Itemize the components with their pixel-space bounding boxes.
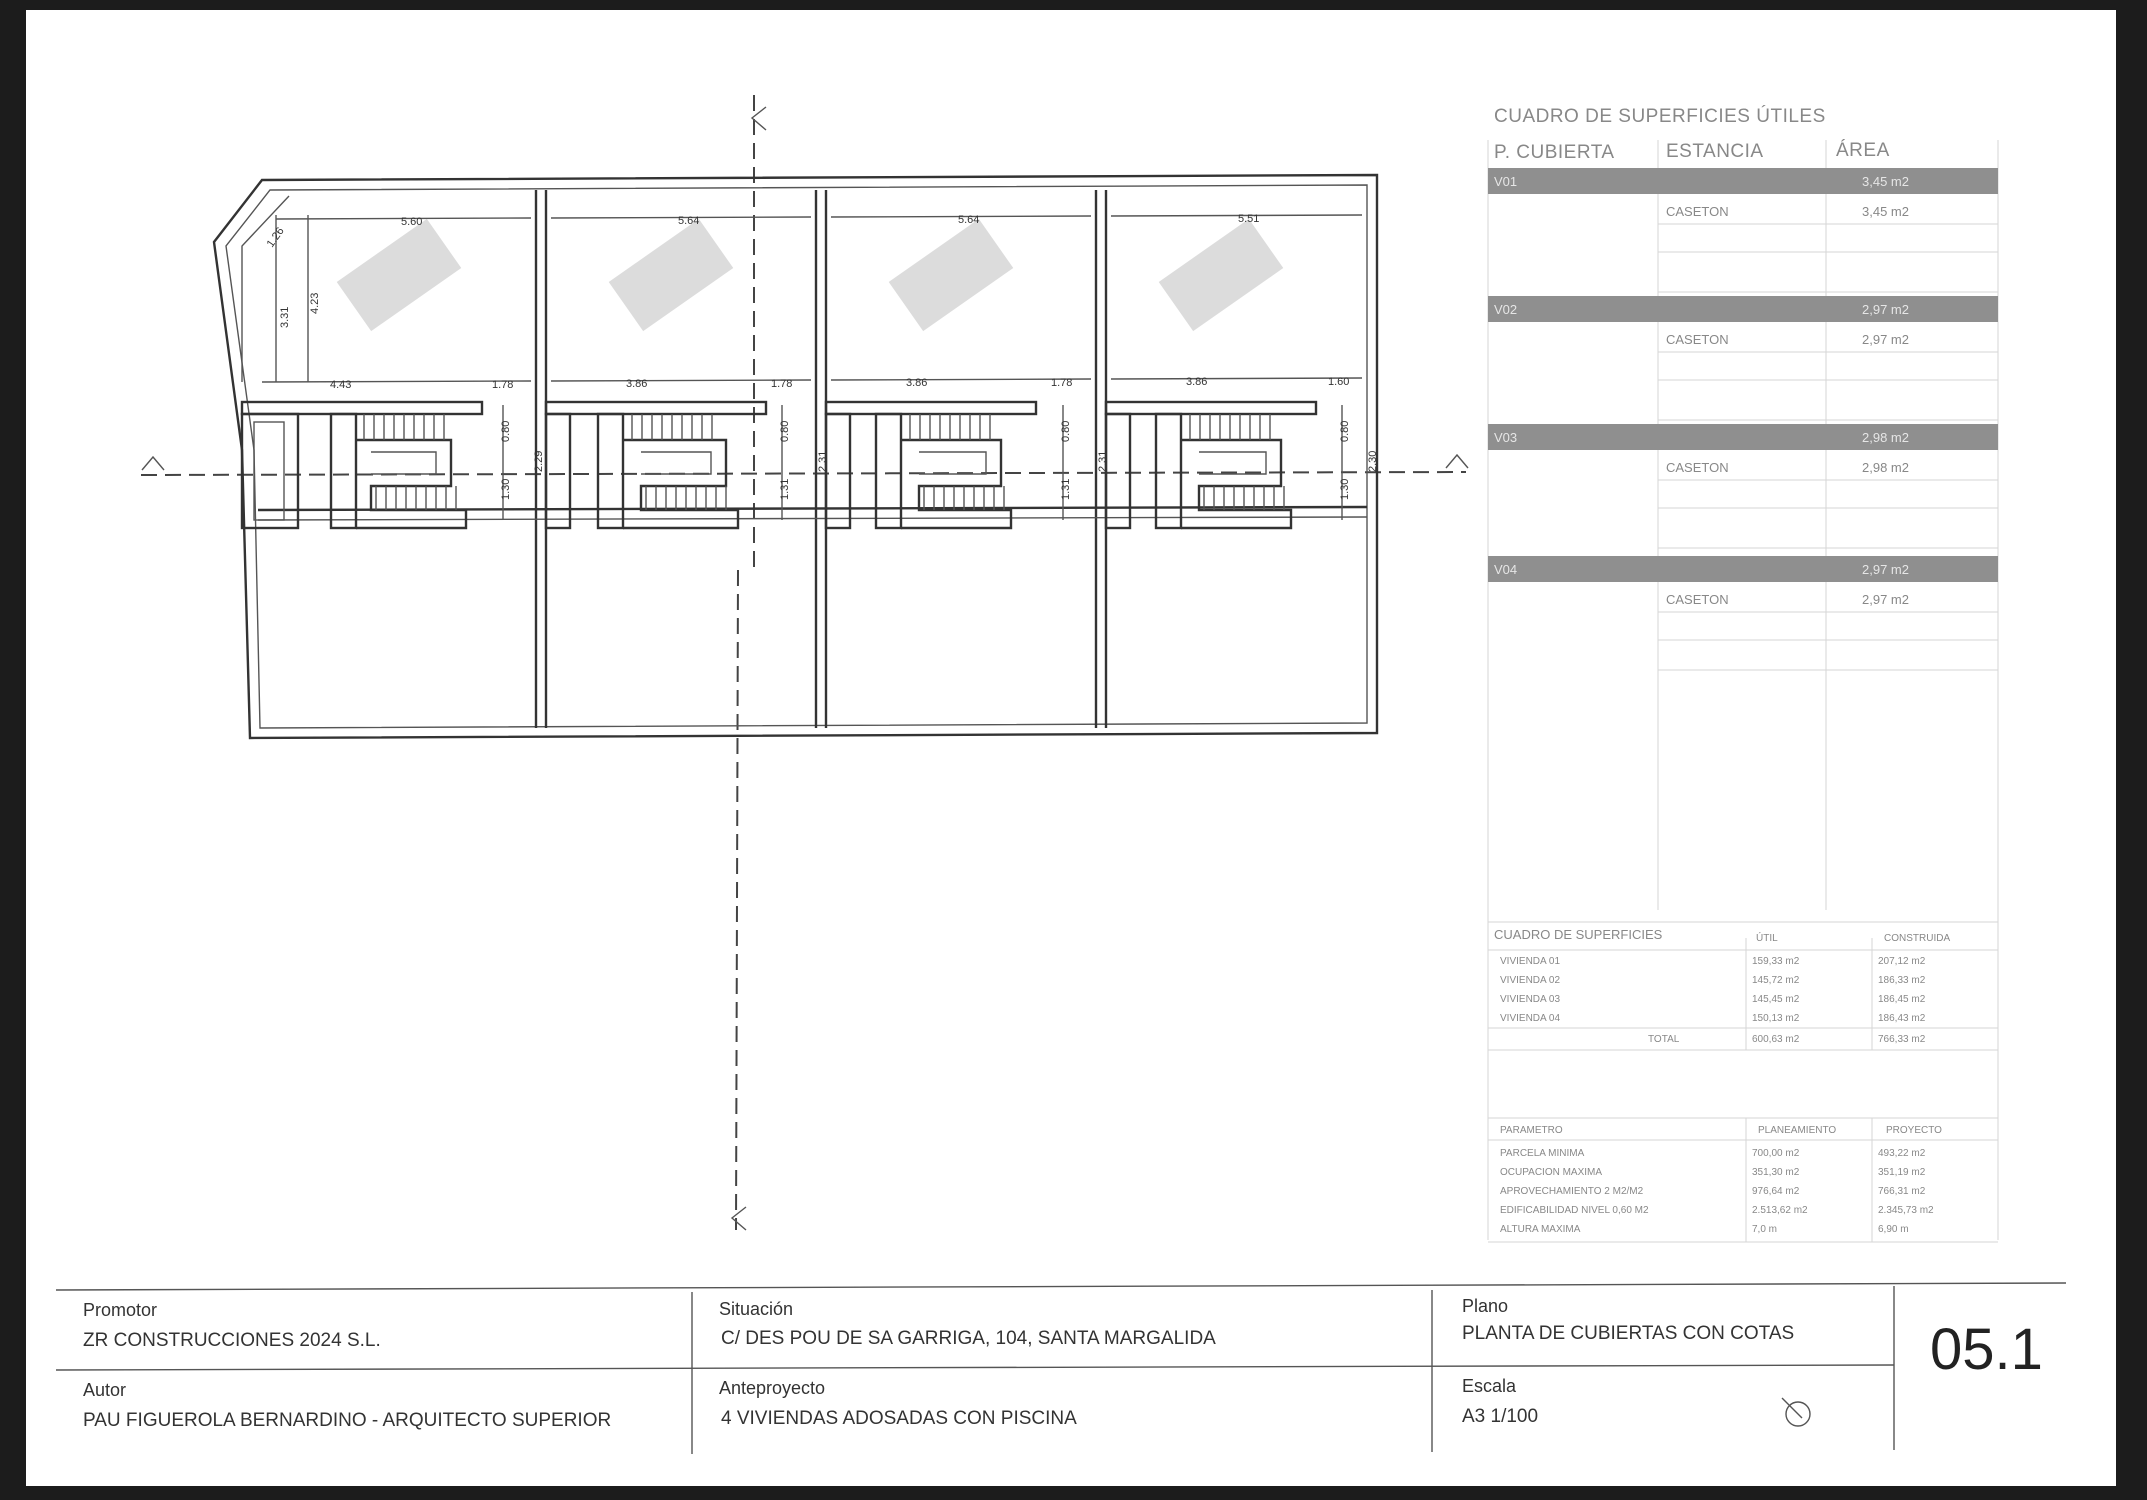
- useful-table-title: CUADRO DE SUPERFICIES ÚTILES: [1494, 106, 1826, 127]
- surface-total-label: TOTAL: [1648, 1034, 1680, 1045]
- dim-stair: 2.30: [1367, 450, 1379, 472]
- group-total: 2,97 m2: [1862, 302, 1909, 317]
- param-row-plan: 976,64 m2: [1752, 1186, 1800, 1197]
- surface-row-util: 159,33 m2: [1752, 956, 1800, 967]
- param-header: PARAMETRO: [1500, 1125, 1563, 1136]
- header-area: ÁREA: [1836, 140, 1890, 161]
- param-row-plan: 351,30 m2: [1752, 1167, 1800, 1178]
- surface-row-util: 145,72 m2: [1752, 975, 1800, 986]
- param-row-plan: 700,00 m2: [1752, 1148, 1800, 1159]
- surface-row-name: VIVIENDA 02: [1500, 975, 1561, 986]
- param-row-name: EDIFICABILIDAD NIVEL 0,60 M2: [1500, 1205, 1649, 1216]
- group-id: V01: [1494, 174, 1518, 189]
- drawing-sheet: [26, 10, 2116, 1486]
- group-room: CASETON: [1666, 592, 1729, 607]
- param-row-plan: 2.513,62 m2: [1752, 1205, 1808, 1216]
- dim-stair: 0.80: [1060, 420, 1072, 442]
- dim-stair: 1.30: [500, 478, 512, 500]
- param-row-proj: 6,90 m: [1878, 1224, 1909, 1235]
- dim-vert: 4.23: [309, 292, 321, 314]
- anteproyecto-label: Anteproyecto: [719, 1378, 826, 1398]
- param-header: PROYECTO: [1886, 1125, 1942, 1136]
- surface-row-cons: 186,45 m2: [1878, 994, 1926, 1005]
- dim-stair: 1.31: [779, 478, 791, 500]
- surface-row-cons: 207,12 m2: [1878, 956, 1926, 967]
- dim-stair: 2.31: [817, 450, 829, 472]
- dim-top-4: 5.51: [1238, 213, 1260, 225]
- dimension-values-vertical: [265, 225, 321, 328]
- surface-row-name: VIVIENDA 03: [1500, 994, 1561, 1005]
- surface-row-name: VIVIENDA 04: [1500, 1013, 1561, 1024]
- group-total: 3,45 m2: [1862, 174, 1909, 189]
- group-room: CASETON: [1666, 460, 1729, 475]
- plano-label: Plano: [1462, 1296, 1509, 1316]
- dimension-values-mid: [330, 376, 1349, 391]
- surface-table-title: CUADRO DE SUPERFICIES: [1494, 927, 1663, 942]
- dim-stair: 0.80: [1339, 420, 1351, 442]
- surface-header: CONSTRUIDA: [1884, 933, 1951, 944]
- dim-stair: 1.31: [1060, 478, 1072, 500]
- group-area: 2,97 m2: [1862, 332, 1909, 347]
- dim-vert: 1.26: [264, 225, 287, 250]
- surface-row-cons: 186,33 m2: [1878, 975, 1926, 986]
- situacion-label: Situación: [719, 1299, 794, 1319]
- plate-number: 05.1: [1930, 1317, 2043, 1382]
- param-row-name: ALTURA MAXIMA: [1500, 1224, 1581, 1235]
- surface-row-util: 150,13 m2: [1752, 1013, 1800, 1024]
- group-area: 3,45 m2: [1862, 204, 1909, 219]
- surface-header: ÚTIL: [1756, 933, 1778, 944]
- dim-mid: 1.60: [1328, 376, 1350, 388]
- autor-label: Autor: [83, 1380, 127, 1400]
- situacion-value: C/ DES POU DE SA GARRIGA, 104, SANTA MARGALIDA: [721, 1328, 1216, 1349]
- group-total: 2,98 m2: [1862, 430, 1909, 445]
- surfaces-summary-table: [1488, 922, 1998, 1050]
- useful-surfaces-table: [1488, 105, 1998, 1240]
- surface-row-name: VIVIENDA 01: [1500, 956, 1561, 967]
- dim-stair: 1.30: [1339, 478, 1351, 500]
- section-mark-icon: [1446, 455, 1468, 468]
- section-axis-vertical: [736, 570, 738, 1230]
- north-arrow-icon: [1782, 1398, 1810, 1426]
- group-area: 2,98 m2: [1862, 460, 1909, 475]
- faded-watermark: [337, 219, 1284, 331]
- group-id: V03: [1494, 430, 1518, 445]
- surface-total-cons: 766,33 m2: [1878, 1034, 1926, 1045]
- chamfer-line: [242, 196, 289, 382]
- dim-stair: 2.31: [1097, 450, 1109, 472]
- dim-stair: 0.80: [779, 420, 791, 442]
- section-axis-horizontal: [141, 472, 1466, 475]
- param-row-proj: 351,19 m2: [1878, 1167, 1926, 1178]
- param-row-proj: 2.345,73 m2: [1878, 1205, 1934, 1216]
- plano-value: PLANTA DE CUBIERTAS CON COTAS: [1462, 1323, 1795, 1344]
- group-room: CASETON: [1666, 332, 1729, 347]
- dim-mid: 3.86: [906, 377, 928, 389]
- promotor-label: Promotor: [83, 1300, 158, 1320]
- section-mark-icon: [732, 1207, 746, 1230]
- param-row-name: APROVECHAMIENTO 2 M2/M2: [1500, 1186, 1644, 1197]
- parameters-table: [1488, 1118, 1998, 1242]
- promotor-value: ZR CONSTRUCCIONES 2024 S.L.: [83, 1330, 381, 1351]
- param-row-proj: 766,31 m2: [1878, 1186, 1926, 1197]
- dim-mid: 1.78: [1051, 377, 1073, 389]
- group-room: CASETON: [1666, 204, 1729, 219]
- header-estancia: ESTANCIA: [1666, 141, 1764, 162]
- roof-plan-drawing: [26, 10, 2116, 1486]
- escala-label: Escala: [1462, 1376, 1517, 1396]
- dim-mid: 3.86: [1186, 376, 1208, 388]
- autor-value: PAU FIGUEROLA BERNARDINO - ARQUITECTO SUPERIOR: [83, 1410, 612, 1431]
- param-row-proj: 493,22 m2: [1878, 1148, 1926, 1159]
- param-row-name: OCUPACION MAXIMA: [1500, 1167, 1603, 1178]
- dim-top-1: 5.60: [401, 216, 423, 228]
- dim-mid: 1.78: [771, 378, 793, 390]
- group-area: 2,97 m2: [1862, 592, 1909, 607]
- dim-top-3: 5.64: [958, 214, 980, 226]
- stair-unit-4: [1106, 402, 1316, 528]
- group-total: 2,97 m2: [1862, 562, 1909, 577]
- param-row-name: PARCELA MINIMA: [1500, 1148, 1585, 1159]
- roof-separation: [258, 517, 1367, 520]
- surface-row-cons: 186,43 m2: [1878, 1013, 1926, 1024]
- escala-value: A3 1/100: [1462, 1406, 1539, 1427]
- group-id: V02: [1494, 302, 1518, 317]
- dim-stair: 2.29: [533, 450, 545, 472]
- group-id: V04: [1494, 562, 1518, 577]
- dim-mid: 4.43: [330, 379, 352, 391]
- dim-mid: 1.78: [492, 379, 514, 391]
- param-header: PLANEAMIENTO: [1758, 1125, 1837, 1136]
- param-row-plan: 7,0 m: [1752, 1224, 1778, 1235]
- dim-mid: 3.86: [626, 378, 648, 390]
- surface-total-util: 600,63 m2: [1752, 1034, 1800, 1045]
- surface-row-util: 145,45 m2: [1752, 994, 1800, 1005]
- section-mark-icon: [142, 457, 164, 470]
- anteproyecto-value: 4 VIVIENDAS ADOSADAS CON PISCINA: [721, 1408, 1077, 1429]
- dim-vert: 3.31: [279, 306, 291, 328]
- header-cubierta: P. CUBIERTA: [1494, 142, 1615, 163]
- dim-top-2: 5.64: [678, 215, 700, 227]
- dim-stair: 0.80: [500, 420, 512, 442]
